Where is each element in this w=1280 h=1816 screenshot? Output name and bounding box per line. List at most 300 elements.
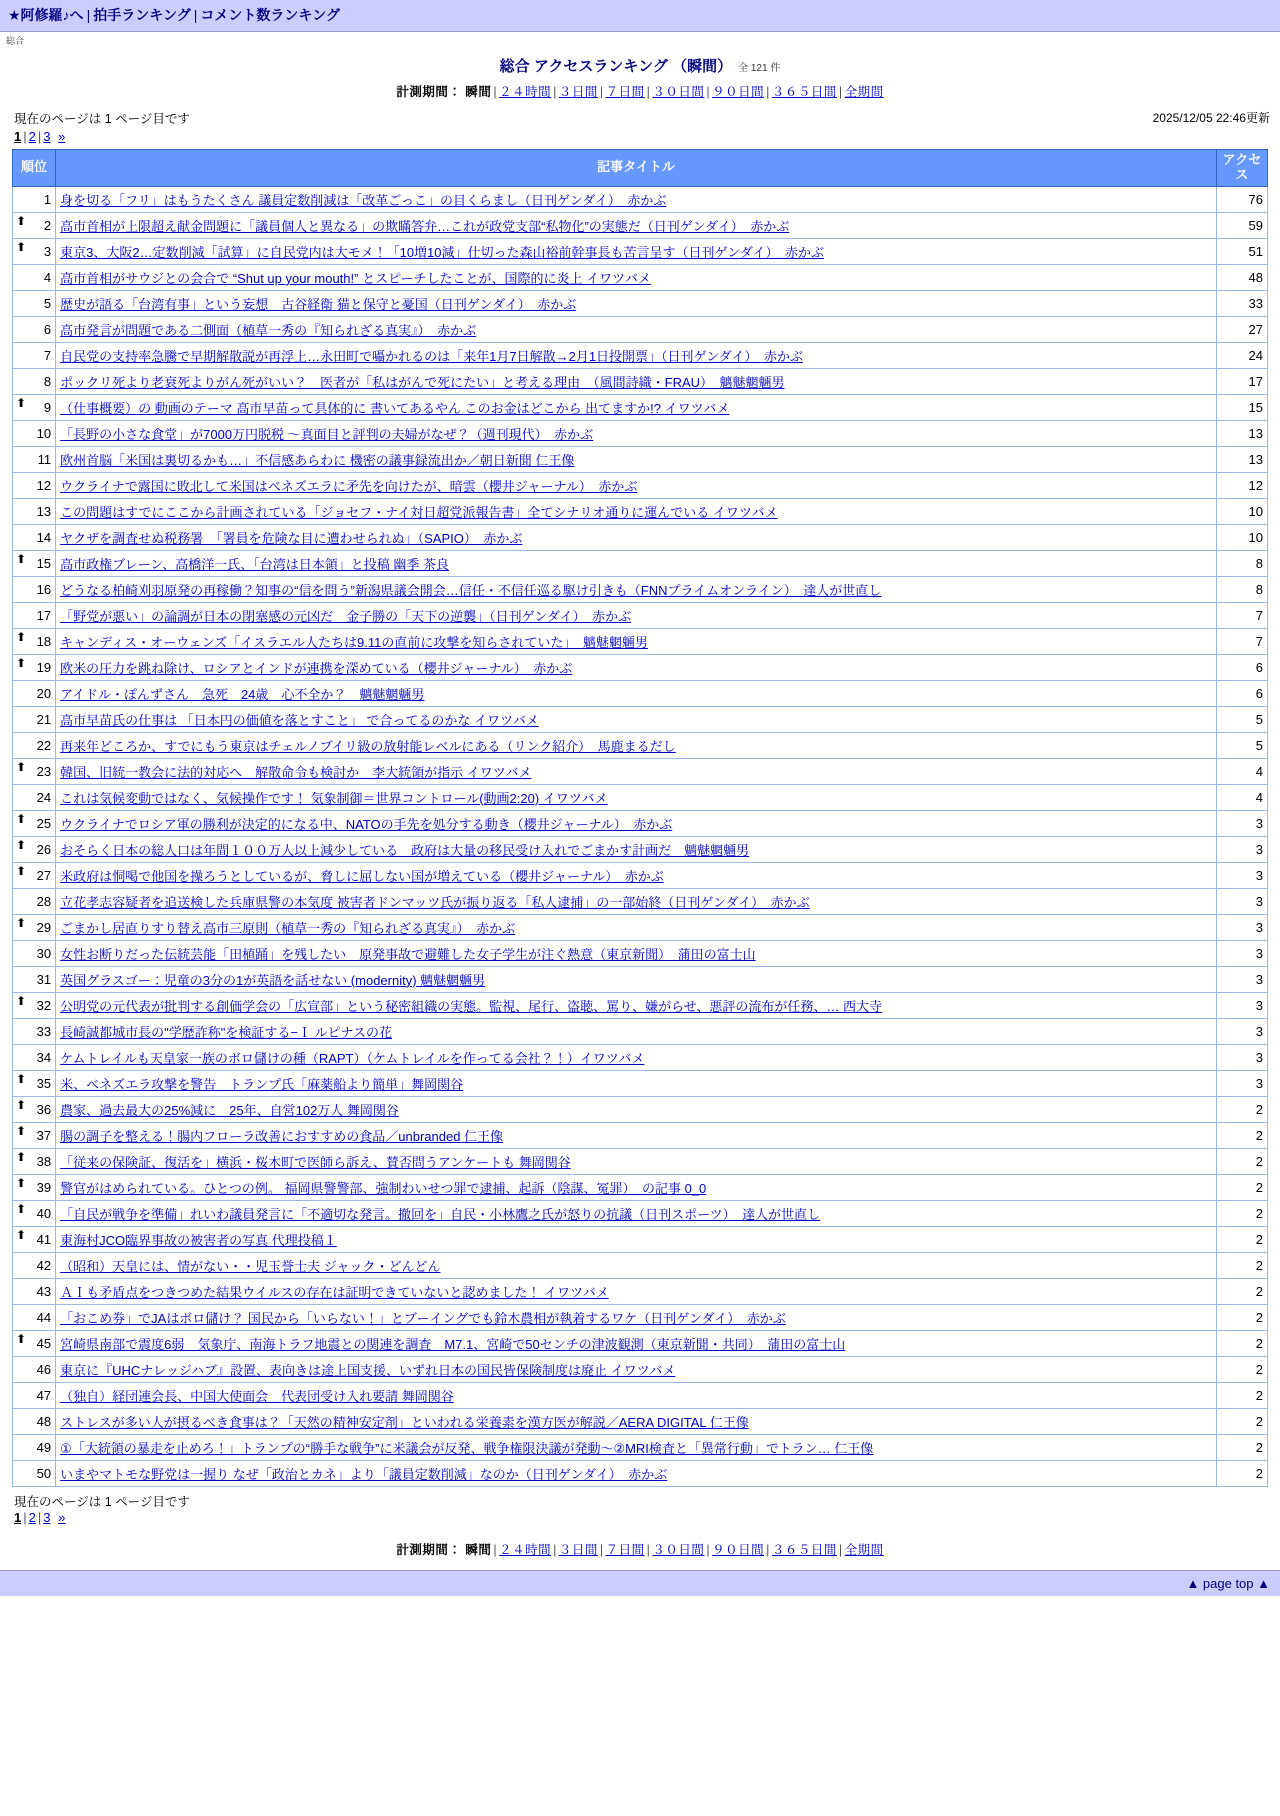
period-option-365d-bottom[interactable]: ３６５日間: [771, 1542, 837, 1557]
rank-number: 18: [36, 633, 52, 649]
access-count-cell: 10: [1216, 498, 1267, 524]
rank-cell: [13, 1122, 56, 1148]
article-title-cell: [56, 940, 1217, 966]
access-count-cell: 2: [1216, 1356, 1267, 1382]
rank-cell: [13, 602, 56, 628]
article-title-cell: [56, 264, 1217, 290]
article-title-link[interactable]: 東京に『UHCナレッジハブ』設置、表向きは途上国支援、いずれ日本の国民皆保険制度は廃止 イワツバメ: [60, 1362, 676, 1378]
rank-cell: [13, 1148, 56, 1174]
nav-separator-2: |: [193, 7, 198, 23]
rank-cell: [13, 940, 56, 966]
period-bar-1: |: [493, 85, 498, 99]
period-bar-b7: |: [838, 1542, 843, 1557]
article-title-cell: [56, 784, 1217, 810]
access-count-cell: 3: [1216, 1018, 1267, 1044]
table-row: [13, 862, 1268, 888]
table-row: [13, 914, 1268, 940]
article-title-cell: [56, 446, 1217, 472]
page-info-bar-top: [0, 106, 1280, 129]
article-title-link[interactable]: （仕事概要）の 動画のテーマ 高市早苗って具体的に 書いてあるやん このお金はどこから 出てますか!? イワツバメ: [60, 400, 730, 416]
period-option-365d[interactable]: ３６５日間: [771, 85, 837, 99]
article-title-cell: [56, 1070, 1217, 1096]
article-title-cell: [56, 732, 1217, 758]
table-row: [13, 472, 1268, 498]
article-title-cell: [56, 1408, 1217, 1434]
page-link-3-bottom[interactable]: 3: [43, 1509, 51, 1525]
period-bar-b5: |: [706, 1542, 711, 1557]
access-count-cell: 4: [1216, 758, 1267, 784]
rank-number: 28: [36, 893, 52, 909]
table-row: [13, 1278, 1268, 1304]
article-title-cell: [56, 1148, 1217, 1174]
rank-number: 36: [36, 1101, 52, 1117]
rank-number: 22: [36, 737, 52, 753]
access-count-cell: 13: [1216, 420, 1267, 446]
article-title-link[interactable]: （昭和）天皇には、情がない・・児玉誉士夫 ジャック・どんどん: [60, 1258, 441, 1274]
rank-number: 50: [36, 1465, 52, 1481]
access-count-cell: 2: [1216, 1148, 1267, 1174]
article-title-link[interactable]: 欧州首脳「米国は裏切るかも…」不信感あらわに 機密の議事録流出か／朝日新聞 仁王像: [60, 452, 575, 468]
rank-cell: [13, 446, 56, 472]
rank-number: 13: [36, 503, 52, 519]
rank-number: 33: [36, 1023, 52, 1039]
rank-number: 48: [36, 1413, 52, 1429]
article-title-link[interactable]: 警官がはめられている。ひとつの例。 福岡県警警部、強制わいせつ罪で逮捕、起訴（陰謀、冤罪） の記事 0_0: [60, 1180, 707, 1196]
rank-number: 14: [36, 529, 52, 545]
rank-number: 20: [36, 685, 52, 701]
article-title-cell: [56, 368, 1217, 394]
page-bar-1: |: [23, 129, 27, 144]
table-row: [13, 1330, 1268, 1356]
rank-number: 21: [36, 711, 52, 727]
rank-cell: [13, 732, 56, 758]
rank-number: 42: [36, 1257, 52, 1273]
column-header-rank: 順位: [13, 150, 56, 187]
access-count-cell: 7: [1216, 628, 1267, 654]
rank-cell: [13, 212, 56, 238]
article-title-link[interactable]: 「野党が悪い」の論調が日本の閉塞感の元凶だ 金子勝の「天下の逆襲」（日刊ゲンダイ） 赤かぶ: [60, 608, 632, 624]
article-title-cell: [56, 1122, 1217, 1148]
table-row: [13, 576, 1268, 602]
period-bar-4: |: [646, 85, 651, 99]
article-title-link[interactable]: ウクライナで露国に敗北して米国はベネズエラに矛先を向けたが、暗雲（櫻井ジャーナル） 赤かぶ: [60, 478, 638, 494]
rank-cell: [13, 1018, 56, 1044]
rank-number: 32: [36, 997, 52, 1013]
table-row: [13, 706, 1268, 732]
rank-cell: [13, 420, 56, 446]
rank-number: 19: [36, 659, 52, 675]
period-option-90d[interactable]: ９０日間: [712, 85, 765, 99]
rank-cell: [13, 1408, 56, 1434]
page-top-bar: [0, 1570, 1280, 1596]
rank-cell: [13, 966, 56, 992]
article-title-link[interactable]: 長崎誠都城市長の"学歴詐称"を検証する−Ｉ ルピナスの花: [60, 1024, 393, 1040]
access-count-cell: 4: [1216, 784, 1267, 810]
access-count-cell: 2: [1216, 1200, 1267, 1226]
nav-applause-ranking-link[interactable]: 拍手ランキング: [93, 7, 191, 23]
table-row: [13, 1304, 1268, 1330]
access-count-cell: 2: [1216, 1122, 1267, 1148]
article-title-link[interactable]: ごまかし居直りすり替え高市三原則（植草一秀の『知られざる真実』） 赤かぶ: [60, 920, 516, 936]
article-title-cell: [56, 420, 1217, 446]
article-title-cell: [56, 628, 1217, 654]
article-title-link[interactable]: ケムトレイルも天皇家一族のボロ儲けの種（RAPT）（ケムトレイルを作ってる会社？！）イワツバメ: [60, 1050, 645, 1066]
period-option-30d[interactable]: ３０日間: [652, 85, 705, 99]
article-title-link[interactable]: ポックリ死より老衰死よりがん死がいい？ 医者が「私はがんで死にたい」と考える理由 （風間詩織・FRAU） 魑魅魍魎男: [60, 374, 785, 390]
article-title-link[interactable]: 「自民が戦争を準備」れいわ議員発言に「不適切な発言。撤回を」自民・小林鷹之氏が怒りの抗議（日刊スポーツ） 達人が世直し: [60, 1206, 821, 1222]
period-option-24h-bottom[interactable]: ２４時間: [499, 1542, 552, 1557]
article-title-link[interactable]: 東海村JCO臨界事故の被害者の写真 代理投稿１: [60, 1232, 337, 1248]
table-row: [13, 1096, 1268, 1122]
nav-separator-1: |: [86, 7, 91, 23]
rank-number: 4: [43, 269, 52, 285]
access-count-cell: 3: [1216, 862, 1267, 888]
table-row: [13, 1200, 1268, 1226]
table-row: [13, 394, 1268, 420]
table-row: [13, 290, 1268, 316]
access-count-cell: 2: [1216, 1408, 1267, 1434]
pagination-top: [0, 129, 1280, 149]
table-row: [13, 264, 1268, 290]
rank-cell: [13, 368, 56, 394]
rank-number: 1: [43, 191, 52, 207]
table-row: [13, 186, 1268, 212]
rank-up-arrow-icon: ⬆: [16, 759, 27, 774]
table-row: [13, 342, 1268, 368]
breadcrumb: 総合: [6, 36, 25, 46]
article-title-link[interactable]: 高市首相がサウジとの会合で “Shut up your mouth!” とスピーチしたことが、国際的に炎上 イワツバメ: [60, 270, 651, 286]
rank-up-arrow-icon: ⬆: [16, 213, 27, 228]
period-bar-b1: |: [493, 1542, 498, 1557]
article-title-link[interactable]: 身を切る「フリ」はもうたくさん 議員定数削減は「改革ごっこ」の目くらまし（日刊ゲンダイ） 赤かぶ: [60, 192, 667, 208]
period-option-24h[interactable]: ２４時間: [499, 85, 552, 99]
rank-number: 44: [36, 1309, 52, 1325]
rank-cell: [13, 1434, 56, 1460]
access-count-cell: 17: [1216, 368, 1267, 394]
nav-home-link[interactable]: ★阿修羅♪へ: [8, 7, 84, 23]
article-title-cell: [56, 1460, 1217, 1486]
article-title-cell: [56, 1356, 1217, 1382]
rank-number: 2: [43, 217, 52, 233]
rank-up-arrow-icon: ⬆: [16, 395, 27, 410]
rank-cell: [13, 290, 56, 316]
article-title-link[interactable]: これは気候変動ではなく、気候操作です！ 気象制御＝世界コントロール(動画2:20) イワツバメ: [60, 790, 608, 806]
pagination-bottom: [0, 1510, 1280, 1530]
access-count-cell: 7: [1216, 602, 1267, 628]
page-link-next-bottom[interactable]: »: [58, 1509, 66, 1525]
period-option-current[interactable]: 瞬間: [465, 85, 492, 99]
page-title: 総合 アクセスランキング （瞬間）: [499, 58, 733, 75]
period-bar-6: |: [766, 85, 770, 99]
page-bar-1-bottom: |: [23, 1509, 27, 1525]
article-title-link[interactable]: ウクライナでロシア軍の勝利が決定的になる中、NATOの手先を処分する動き（櫻井ジャーナル） 赤かぶ: [60, 816, 673, 832]
rank-cell: [13, 576, 56, 602]
table-row: [13, 1460, 1268, 1486]
nav-comment-ranking-link[interactable]: コメント数ランキング: [200, 7, 341, 23]
rank-number: 10: [36, 425, 52, 441]
period-option-all[interactable]: 全期間: [844, 85, 884, 99]
rank-cell: [13, 264, 56, 290]
access-count-cell: 3: [1216, 914, 1267, 940]
table-row: [13, 1382, 1268, 1408]
table-row: [13, 1044, 1268, 1070]
access-count-cell: 3: [1216, 836, 1267, 862]
article-title-link[interactable]: この問題はすでにここから計画されている「ジョセフ・ナイ対日超党派報告書」全てシナリオ通りに運んでいる イワツバメ: [60, 504, 778, 520]
access-count-cell: 2: [1216, 1096, 1267, 1122]
access-count-cell: 3: [1216, 810, 1267, 836]
rank-cell: [13, 862, 56, 888]
article-title-link[interactable]: 農家、過去最大の25%減に 25年、自営102万人 舞岡関谷: [60, 1102, 399, 1118]
rank-number: 39: [36, 1179, 52, 1195]
article-title-link[interactable]: 米、ベネズエラ攻撃を警告 トランプ氏「麻薬船より簡単」舞岡関谷: [60, 1076, 464, 1092]
rank-up-arrow-icon: ⬆: [16, 1123, 27, 1138]
rank-number: 45: [36, 1335, 52, 1351]
period-option-3d-bottom[interactable]: ３日間: [558, 1542, 598, 1557]
rank-number: 38: [36, 1153, 52, 1169]
page-link-1-bottom[interactable]: 1: [14, 1509, 22, 1525]
table-row: [13, 940, 1268, 966]
rank-cell: [13, 1382, 56, 1408]
rank-number: 29: [36, 919, 52, 935]
article-title-link[interactable]: 米政府は恫喝で他国を操ろうとしているが、脅しに屈しない国が増えている（櫻井ジャーナル） 赤かぶ: [60, 868, 664, 884]
period-bar-b2: |: [553, 1542, 557, 1557]
period-bar-3: |: [599, 85, 604, 99]
period-bar-2: |: [553, 85, 557, 99]
table-row: [13, 628, 1268, 654]
rank-cell: [13, 1226, 56, 1252]
total-count: 全 121 件: [738, 63, 781, 74]
access-count-cell: 76: [1216, 186, 1267, 212]
article-title-cell: [56, 602, 1217, 628]
access-count-cell: 13: [1216, 446, 1267, 472]
article-title-cell: [56, 472, 1217, 498]
article-title-cell: [56, 758, 1217, 784]
table-row: [13, 1018, 1268, 1044]
rank-cell: [13, 784, 56, 810]
table-row: [13, 1122, 1268, 1148]
article-title-link[interactable]: ストレスが多い人が摂るべき食事は？「天然の精神安定剤」といわれる栄養素を漢方医が解説／AERA DIGITAL 仁王像: [60, 1414, 749, 1430]
access-count-cell: 3: [1216, 992, 1267, 1018]
article-title-cell: [56, 1382, 1217, 1408]
table-row: [13, 238, 1268, 264]
article-title-link[interactable]: いまやマトモな野党は一握り なぜ「政治とカネ」より「議員定数削減」なのか（日刊ゲンダイ） 赤かぶ: [60, 1466, 668, 1482]
article-title-cell: [56, 966, 1217, 992]
article-title-link[interactable]: 高市政権ブレーン、高橋洋一氏、「台湾は日本領」と投稿 幽季 茶良: [60, 556, 450, 572]
period-label: 計測期間：: [396, 85, 462, 99]
rank-number: 30: [36, 945, 52, 961]
article-title-link[interactable]: おそらく日本の総人口は年間１００万人以上減少している 政府は大量の移民受け入れでごまかす計画だ 魑魅魍魎男: [60, 842, 750, 858]
article-title-link[interactable]: 欧米の圧力を跳ね除け、ロシアとインドが連携を深めている（櫻井ジャーナル） 赤かぶ: [60, 660, 573, 676]
access-count-cell: 3: [1216, 966, 1267, 992]
article-title-link[interactable]: 腸の調子を整える！腸内フローラ改善におすすめの食品／unbranded 仁王像: [60, 1128, 504, 1144]
article-title-link[interactable]: 高市発言が問題である二側面（植草一秀の『知られざる真実』） 赤かぶ: [60, 322, 477, 338]
period-option-7d[interactable]: ７日間: [605, 85, 645, 99]
rank-cell: [13, 316, 56, 342]
period-selector-top: [0, 78, 1280, 106]
period-option-all-bottom[interactable]: 全期間: [844, 1542, 884, 1557]
period-selector-bottom: [0, 1530, 1280, 1564]
article-title-link[interactable]: 宮崎県南部で震度6弱 気象庁、南海トラフ地震との関連を調査 M7.1、宮崎で50センチの津波観測（東京新聞・共同） 蒲田の富士山: [60, 1336, 846, 1352]
access-count-cell: 2: [1216, 1382, 1267, 1408]
table-row: [13, 1356, 1268, 1382]
ranking-table: [12, 149, 1268, 1487]
rank-cell: [13, 836, 56, 862]
article-title-cell: [56, 888, 1217, 914]
article-title-link[interactable]: 立花孝志容疑者を追送検した兵庫県警の本気度 被害者ドンマッツ氏が振り返る「私人逮捕」の一部始終（日刊ゲンダイ） 赤かぶ: [60, 894, 810, 910]
period-option-7d-bottom[interactable]: ７日間: [605, 1542, 645, 1557]
page-link-2[interactable]: 2: [28, 129, 36, 144]
article-title-link[interactable]: どうなる柏崎刈羽原発の再稼働？知事の“信を問う”新潟県議会開会…信任・不信任巡る駆け引きも（FNNプライムオンライン） 達人が世直し: [60, 582, 882, 598]
page-bar-2: |: [37, 129, 42, 144]
access-count-cell: 12: [1216, 472, 1267, 498]
rank-number: 31: [36, 971, 52, 987]
rank-number: 40: [36, 1205, 52, 1221]
rank-cell: [13, 810, 56, 836]
rank-number: 5: [43, 295, 52, 311]
access-count-cell: 3: [1216, 888, 1267, 914]
article-title-cell: [56, 186, 1217, 212]
article-title-link[interactable]: （独自）経団連会長、中国大使面会 代表団受け入れ要請 舞岡関谷: [60, 1388, 454, 1404]
article-title-link[interactable]: 韓国、旧統一教会に法的対応へ 解散命令も検討か 李大統領が指示 イワツバメ: [60, 764, 532, 780]
period-option-90d-bottom[interactable]: ９０日間: [712, 1542, 765, 1557]
rank-number: 12: [36, 477, 52, 493]
article-title-link[interactable]: 高市早苗氏の仕事は 「日本円の価値を落とすこと」 で合ってるのかな イワツバメ: [60, 712, 539, 728]
rank-number: 11: [37, 451, 52, 467]
rank-up-arrow-icon: ⬆: [16, 915, 27, 930]
article-title-cell: [56, 914, 1217, 940]
rank-up-arrow-icon: ⬆: [16, 551, 27, 566]
article-title-cell: [56, 680, 1217, 706]
table-row: [13, 1070, 1268, 1096]
rank-up-arrow-icon: ⬆: [16, 1097, 27, 1112]
period-bar-b3: |: [599, 1542, 604, 1557]
access-count-cell: 5: [1216, 732, 1267, 758]
page-link-2-bottom[interactable]: 2: [28, 1509, 36, 1525]
rank-number: 43: [36, 1283, 52, 1299]
article-title-link[interactable]: 英国グラスゴー：児童の3分の1が英語を話せない (modernity) 魑魅魍魎男: [60, 972, 486, 988]
article-title-link[interactable]: 再来年どころか、すでにもう東京はチェルノブイリ級の放射能レベルにある（リンク紹介） 馬鹿まるだし: [60, 738, 676, 754]
article-title-cell: [56, 342, 1217, 368]
article-title-cell: [56, 862, 1217, 888]
period-option-current-bottom[interactable]: 瞬間: [465, 1542, 492, 1557]
page-link-3[interactable]: 3: [43, 129, 51, 144]
article-title-cell: [56, 1200, 1217, 1226]
page-bar-3: [50, 129, 58, 144]
rank-cell: [13, 186, 56, 212]
table-row: [13, 1226, 1268, 1252]
article-title-cell: [56, 1096, 1217, 1122]
rank-up-arrow-icon: ⬆: [16, 1201, 27, 1216]
column-header-access: アクセス: [1216, 150, 1267, 187]
access-count-cell: 3: [1216, 940, 1267, 966]
article-title-link[interactable]: 女性お断りだった伝統芸能「田植踊」を残したい 原発事故で避難した女子学生が注ぐ熱意（東京新聞） 蒲田の富士山: [60, 946, 756, 962]
table-row: [13, 732, 1268, 758]
access-count-cell: 6: [1216, 680, 1267, 706]
access-count-cell: 2: [1216, 1460, 1267, 1486]
rank-number: 24: [36, 789, 52, 805]
table-row: [13, 784, 1268, 810]
table-row: [13, 420, 1268, 446]
article-title-link[interactable]: 東京3、大阪2…定数削減「試算」に自民党内は大モメ！「10増10減」仕切った森山裕前幹事長も苦言呈す（日刊ゲンダイ） 赤かぶ: [60, 244, 824, 260]
article-title-link[interactable]: 歴史が語る「台湾有事」という妄想 古谷経衛 猫と保守と憂国（日刊ゲンダイ） 赤かぶ: [60, 296, 577, 312]
article-title-link[interactable]: 「おこめ券」でJAはボロ儲け？ 国民から「いらない！」とブーイングでも鈴木農相が執着するワケ（日刊ゲンダイ） 赤かぶ: [60, 1310, 786, 1326]
period-option-30d-bottom[interactable]: ３０日間: [652, 1542, 705, 1557]
rank-cell: [13, 472, 56, 498]
article-title-link[interactable]: アイドル・ぽんずさん 急死 24歳 心不全か？ 魑魅魍魎男: [60, 686, 425, 702]
rank-up-arrow-icon: ⬆: [16, 629, 27, 644]
access-count-cell: 6: [1216, 654, 1267, 680]
rank-up-arrow-icon: ⬆: [16, 239, 27, 254]
access-count-cell: 8: [1216, 550, 1267, 576]
table-row: [13, 1252, 1268, 1278]
page-link-1[interactable]: 1: [14, 129, 22, 144]
rank-number: 3: [43, 243, 52, 259]
page-bar-3-bottom: [50, 1510, 58, 1525]
access-count-cell: 33: [1216, 290, 1267, 316]
table-row: [13, 680, 1268, 706]
article-title-cell: [56, 1252, 1217, 1278]
rank-cell: [13, 706, 56, 732]
table-row: [13, 368, 1268, 394]
article-title-cell: [56, 1018, 1217, 1044]
article-title-cell: [56, 290, 1217, 316]
table-row: [13, 212, 1268, 238]
rank-number: 23: [36, 763, 52, 779]
access-count-cell: 8: [1216, 576, 1267, 602]
article-title-cell: [56, 810, 1217, 836]
period-option-3d[interactable]: ３日間: [558, 85, 598, 99]
rank-number: 8: [43, 373, 52, 389]
article-title-cell: [56, 1226, 1217, 1252]
article-title-link[interactable]: キャンディス・オーウェンズ「イスラエル人たちは9.11の直前に攻撃を知らされていた」 魑魅魍魎男: [60, 634, 648, 650]
rank-number: 49: [36, 1439, 52, 1455]
rank-number: 46: [36, 1361, 52, 1377]
rank-number: 41: [36, 1231, 52, 1247]
rank-number: 9: [43, 399, 52, 415]
article-title-link[interactable]: 「長野の小さな食堂」が7000万円脱税 〜真面目と評判の夫婦がなぜ？（週刊現代） 赤かぶ: [60, 426, 594, 442]
page-top-link[interactable]: ▲ page top ▲: [1186, 1575, 1270, 1591]
article-title-link[interactable]: ヤクザを調査せぬ税務署 「署員を危険な目に遭わせられぬ」（SAPIO） 赤かぶ: [60, 530, 523, 546]
article-title-link[interactable]: 自民党の支持率急騰で早期解散説が再浮上…永田町で囁かれるのは「来年1月7日解散→2月1日投開票」（日刊ゲンダイ） 赤かぶ: [60, 348, 804, 364]
access-count-cell: 51: [1216, 238, 1267, 264]
article-title-link[interactable]: 公明党の元代表が批判する創価学会の「広宣部」という秘密組織の実態。監視、尾行、盗聴、罵り、嫌がらせ、悪評の流布が任務、… 西大寺: [60, 998, 882, 1014]
article-title-link[interactable]: 「従来の保険証、復活を」横浜・桜木町で医師ら訴え、賛否問うアンケートも 舞岡関谷: [60, 1154, 571, 1170]
page-info-bar-bottom: [0, 1487, 1280, 1510]
article-title-cell: [56, 394, 1217, 420]
page-link-next[interactable]: »: [58, 129, 66, 144]
access-count-cell: 2: [1216, 1252, 1267, 1278]
access-count-cell: 15: [1216, 394, 1267, 420]
table-row: [13, 888, 1268, 914]
current-page-text-top: 現在のページは 1 ページ目です: [14, 112, 190, 126]
rank-cell: [13, 654, 56, 680]
article-title-link[interactable]: 高市首相が上限超え献金問題に「議員個人と異なる」の欺瞞答弁…これが政党支部“私物化”の実態だ（日刊ゲンダイ） 赤かぶ: [60, 218, 790, 234]
column-header-title: 記事タイトル: [56, 150, 1217, 187]
table-row: [13, 1434, 1268, 1460]
table-row: [13, 1408, 1268, 1434]
rank-cell: [13, 550, 56, 576]
article-title-link[interactable]: ①「大統領の暴走を止めろ！」トランプの“勝手な戦争”に米議会が反発、戦争権限決議が発動〜②MRI検査と「異常行動」でトラン… 仁王像: [60, 1440, 874, 1456]
rank-up-arrow-icon: ⬆: [16, 655, 27, 670]
access-count-cell: 2: [1216, 1434, 1267, 1460]
article-title-link[interactable]: ＡＩも矛盾点をつきつめた結果ウイルスの存在は証明できていないと認めました！ イワツバメ: [60, 1284, 609, 1300]
rank-cell: [13, 1356, 56, 1382]
rank-up-arrow-icon: ⬆: [16, 1149, 27, 1164]
access-count-cell: 2: [1216, 1304, 1267, 1330]
table-header-row: [13, 150, 1268, 187]
article-title-cell: [56, 576, 1217, 602]
rank-cell: [13, 342, 56, 368]
